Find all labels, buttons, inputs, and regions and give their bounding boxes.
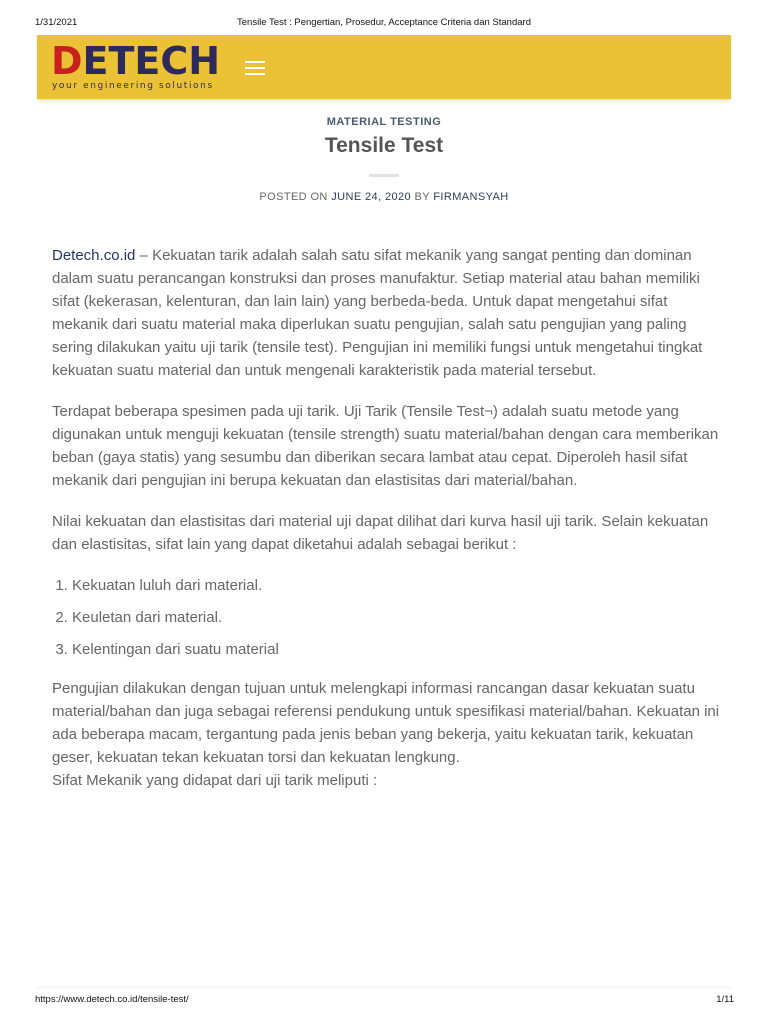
footer-shadow	[37, 986, 731, 990]
intro-text: – Kekuatan tarik adalah salah satu sifat mekanik yang sangat penting dan dominan dalam suatu perancangan konstruksi dan proses manufaktur. Setiap material atau bahan memiliki sifat (kekerasan, kelenturan, dan lain lain) yang berbeda-beda. Untuk dapat mengetahui sifat mekanik dari suatu material maka diperlukan suatu pengujian, salah satu pengujian yang paling sering dilakukan yaitu uji tarik (tensile test). Pengujian ini memiliki fungsi untuk mengetahui tingkat kekuatan suatu material dan untuk mengenali karakteristik pada material tersebut.	[52, 247, 703, 379]
posted-on-label: POSTED ON	[259, 191, 328, 203]
paragraph-properties: Nilai kekuatan dan elastisitas dari material uji dapat dilihat dari kurva hasil uji tarik. Selain kekuatan dan elastisitas, sifat lain yang dapat diketahui adalah sebagai berikut :	[52, 513, 709, 553]
list-item: 1. Kekuatan luluh dari material.	[72, 574, 724, 597]
paragraph-intro	[52, 244, 724, 382]
print-date: 1/31/2021	[35, 17, 78, 28]
paragraph-purpose	[52, 677, 724, 792]
purpose-text: Pengujian dilakukan dengan tujuan untuk melengkapi informasi rancangan dasar kekuatan suatu material/bahan dan juga sebagai referensi pendukung untuk spesifikasi material/bahan. Kekuatan ini ada beberapa macam, tergantung pada jenis beban yang bekerja, yaitu kekuatan tarik, kekuatan geser, kekuatan tekan kekuatan torsi dan kekuatan lengkung.	[52, 680, 720, 766]
post-title: Tensile Test	[324, 134, 444, 157]
title-divider	[369, 174, 399, 177]
print-doc-title: Tensile Test : Pengertian, Prosedur, Acceptance Criteria dan Standard	[237, 17, 531, 28]
post-meta	[0, 191, 768, 203]
by-label: BY	[414, 191, 430, 203]
logo-letters: ETECH	[82, 39, 221, 83]
site-logo[interactable]	[51, 41, 221, 93]
print-header	[0, 17, 768, 31]
print-url: https://www.detech.co.id/tensile-test/	[35, 994, 189, 1005]
list-item: 3. Kelentingan dari suatu material	[72, 638, 724, 661]
post-header	[0, 112, 768, 203]
logo-tagline: your engineering solutions	[52, 81, 214, 91]
print-page-number: 1/11	[716, 994, 734, 1005]
print-footer	[0, 994, 768, 1008]
site-header	[37, 35, 731, 99]
site-link[interactable]: Detech.co.id	[52, 247, 136, 264]
list-item: 2. Keuletan dari material.	[72, 606, 724, 629]
paragraph-specimen: Terdapat beberapa spesimen pada uji tarik. Uji Tarik (Tensile Test¬) adalah suatu metode yang digunakan untuk menguji kekuatan (tensile strength) suatu material/bahan dengan cara memberikan beban (gaya statis) yang sesumbu dan diberikan secara lambat atau cepat. Diperoleh hasil sifat mekanik dari pengujian ini berupa kekuatan dan elastisitas dari material/bahan.	[52, 403, 719, 489]
post-date-link[interactable]: JUNE 24, 2020	[331, 191, 412, 203]
hamburger-menu-icon[interactable]	[245, 61, 267, 75]
mechanical-props-intro: Sifat Mekanik yang didapat dari uji tarik meliputi :	[52, 772, 378, 789]
category-link[interactable]: MATERIAL TESTING	[326, 116, 442, 128]
logo-wordmark	[51, 41, 220, 81]
article-content	[52, 244, 724, 792]
author-link[interactable]: FIRMANSYAH	[433, 191, 509, 203]
properties-list	[52, 574, 724, 661]
logo-letter-d: D	[51, 39, 83, 83]
